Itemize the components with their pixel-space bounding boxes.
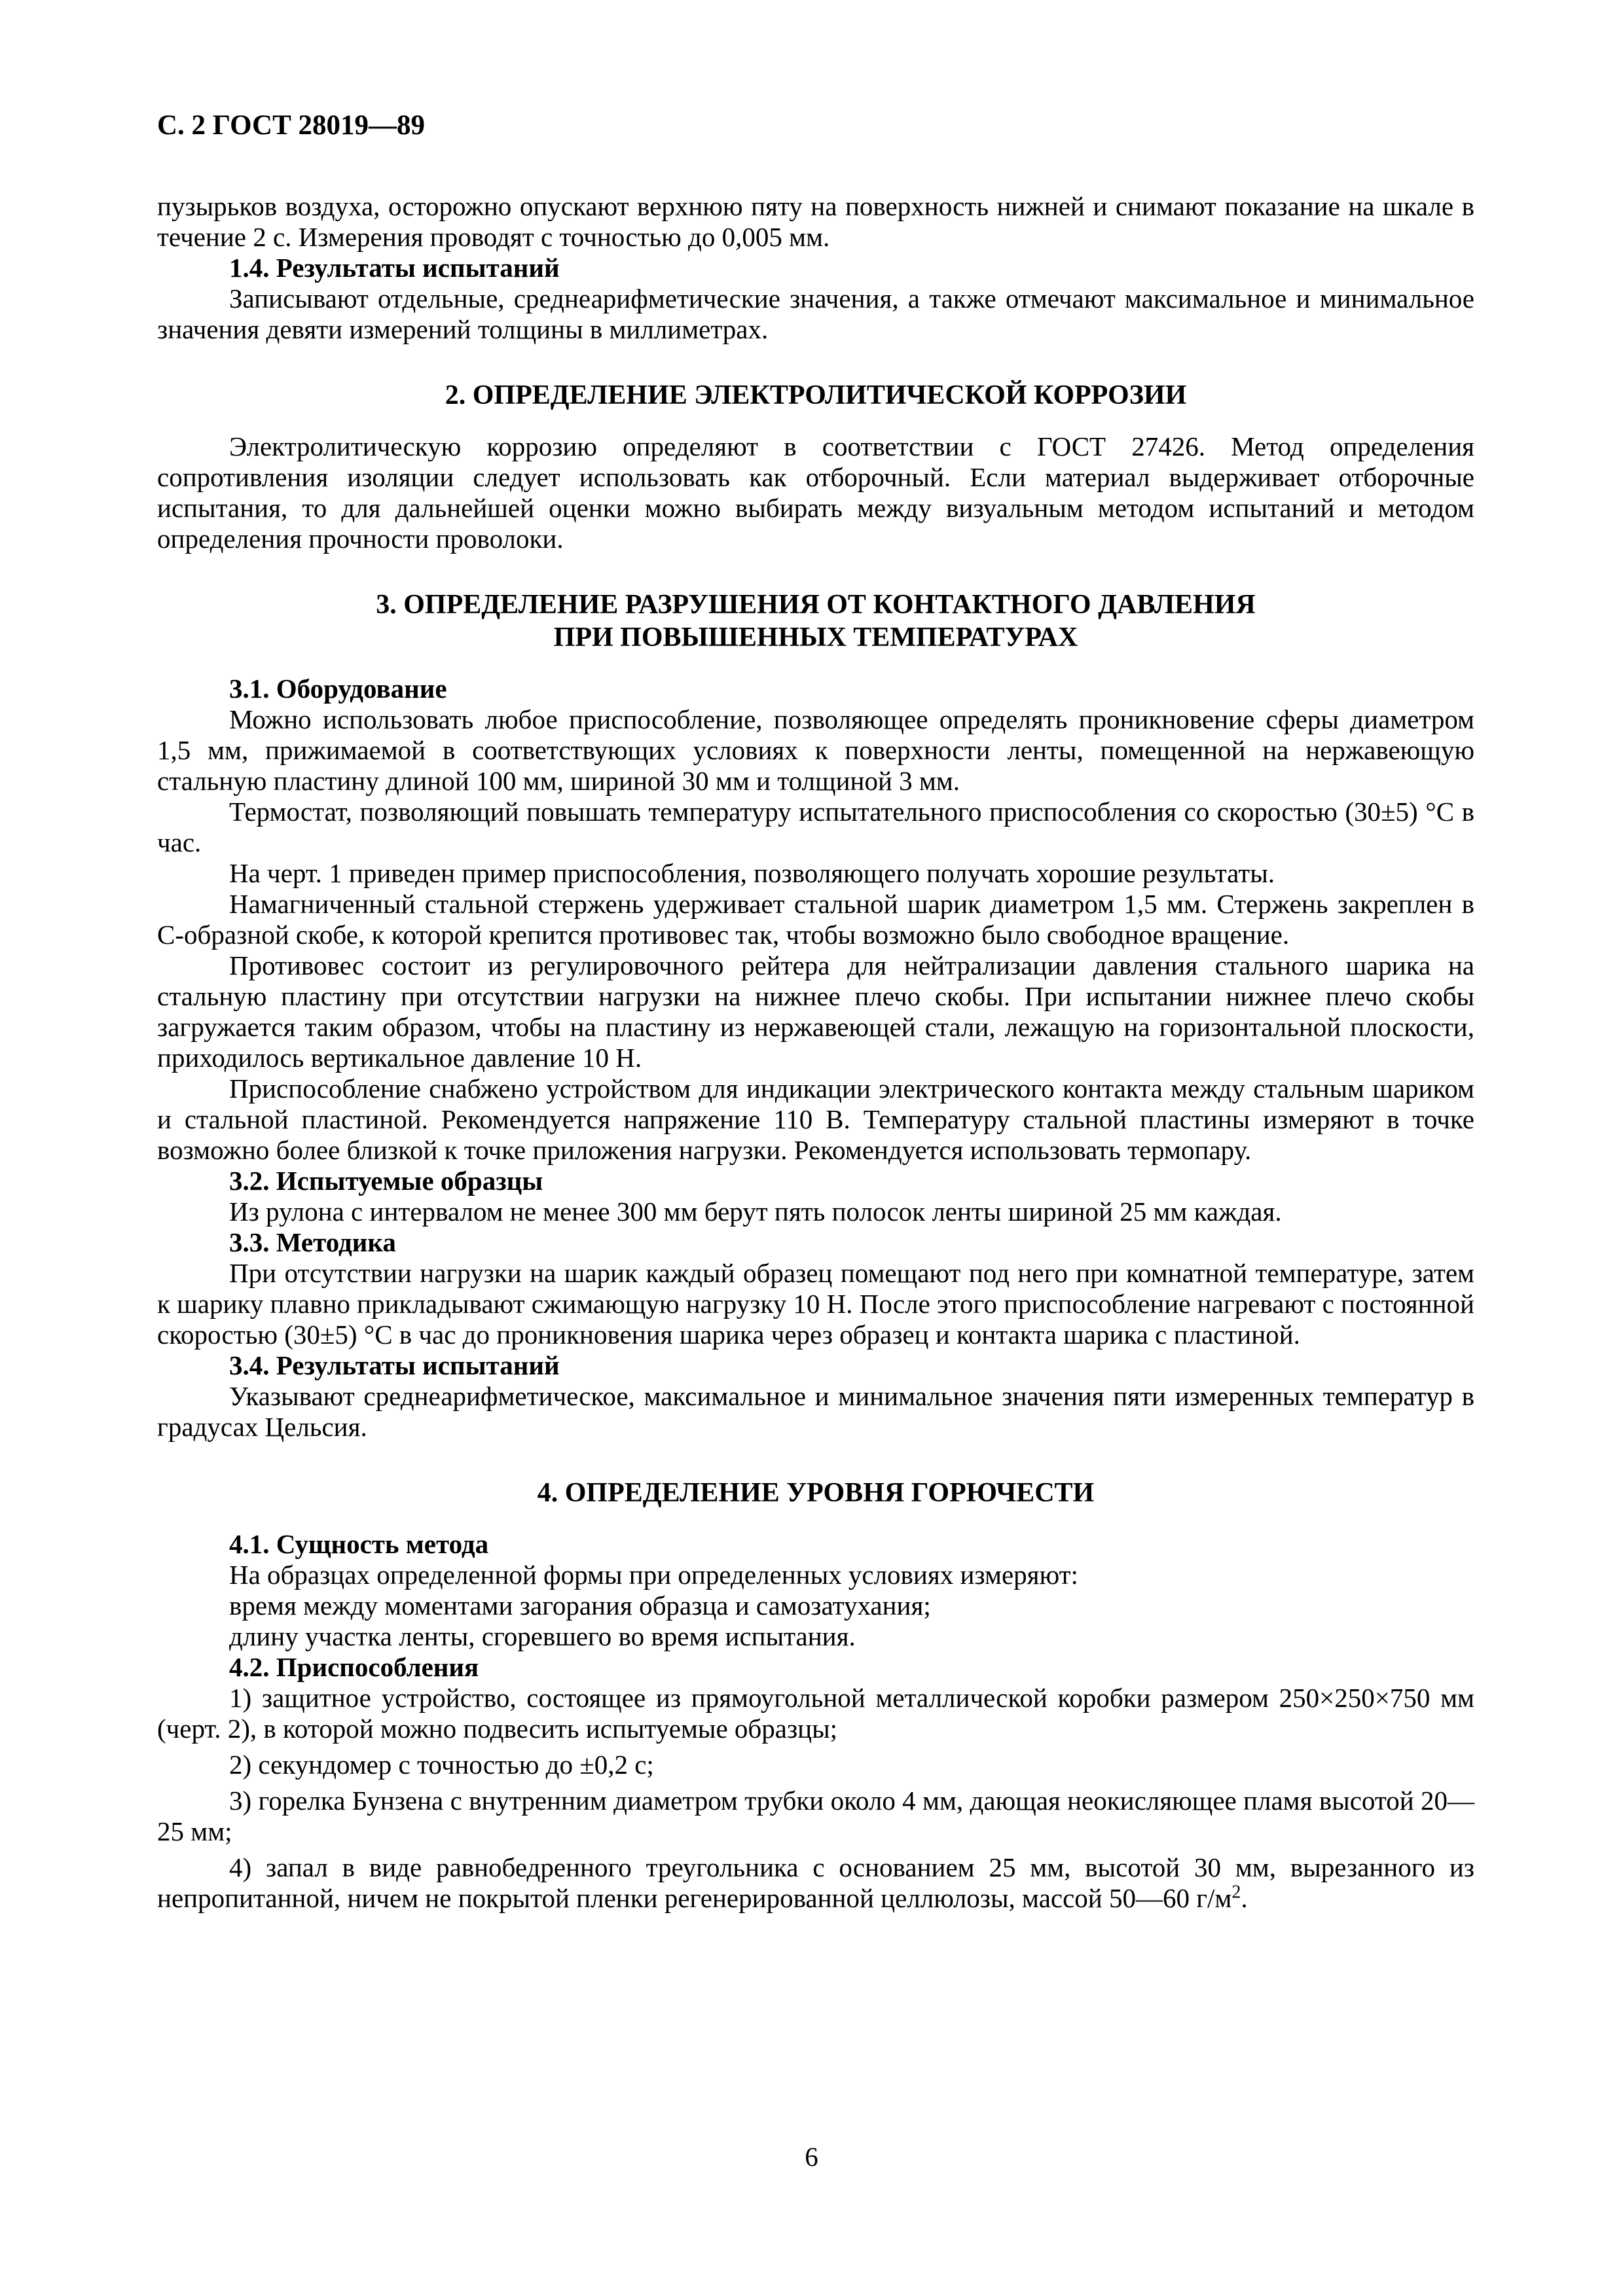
- paragraph-intro: пузырьков воздуха, осторожно опускают верхнюю пяту на поверхность нижней и снимают показание на шкале в течение 2 с. Измерения проводят с точностью до 0,005 мм.: [157, 191, 1474, 252]
- list-item-4-2-2: 2) секундомер с точностью до ±0,2 с;: [229, 1749, 654, 1780]
- paragraph-4-1-c: длину участка ленты, сгоревшего во время испытания.: [229, 1621, 856, 1651]
- list-item-4-2-4: [157, 1852, 1474, 1914]
- subsection-3-4-heading: 3.4. Результаты испытаний: [229, 1350, 560, 1380]
- list-item-4-2-1: 1) защитное устройство, состоящее из прямоугольной металлической коробки размером 250×250×750 мм (черт. 2), в которой можно подвесить испытуемые образцы;: [157, 1683, 1474, 1744]
- paragraph-3-1-f: Приспособление снабжено устройством для индикации электрического контакта между стальным шариком и стальной пластиной. Рекомендуется напряжение 110 В. Температуру стальной пластины измеряют в точке возможно более близкой к точке приложения нагрузки. Рекомендуется использовать термопару.: [157, 1073, 1474, 1165]
- section-3-heading: [157, 588, 1474, 654]
- paragraph-1-4: Записывают отдельные, среднеарифметические значения, а также отмечают максимальное и минимальное значения девяти измерений толщины в миллиметрах.: [157, 283, 1474, 344]
- section-3-heading-line1: 3. ОПРЕДЕЛЕНИЕ РАЗРУШЕНИЯ ОТ КОНТАКТНОГО ДАВЛЕНИЯ: [376, 590, 1256, 620]
- page-header: С. 2 ГОСТ 28019—89: [157, 110, 426, 141]
- paragraph-3-4: Указывают среднеарифметическое, максимальное и минимальное значения пяти измеренных температур в градусах Цельсия.: [157, 1381, 1474, 1442]
- subsection-3-2-heading: 3.2. Испытуемые образцы: [229, 1166, 543, 1196]
- paragraph-3-3: При отсутствии нагрузки на шарик каждый образец помещают под него при комнатной температуре, затем к шарику плавно прикладывают сжимающую нагрузку 10 Н. После этого приспособление нагревают с постоянной скоростью (30±5) °С в час до проникновения шарика через образец и контакта шарика с пластиной.: [157, 1258, 1474, 1350]
- paragraph-2: Электролитическую коррозию определяют в соответствии с ГОСТ 27426. Метод определения сопротивления изоляции следует использовать как отборочный. Если материал выдерживает отборочные испытания, то для дальнейшей оценки можно выбирать между визуальным методом испытаний и методом определения прочности проволоки.: [157, 431, 1474, 554]
- subsection-4-1-heading: 4.1. Сущность метода: [229, 1529, 489, 1559]
- section-2-heading: 2. ОПРЕДЕЛЕНИЕ ЭЛЕКТРОЛИТИЧЕСКОЙ КОРРОЗИИ: [445, 380, 1187, 410]
- paragraph-3-2: Из рулона с интервалом не менее 300 мм берут пять полосок ленты шириной 25 мм каждая.: [229, 1196, 1282, 1227]
- subsection-4-2-heading: 4.2. Приспособления: [229, 1652, 479, 1682]
- paragraph-3-1-a: Можно использовать любое приспособление, позволяющее определять проникновение сферы диаметром 1,5 мм, прижимаемой в соответствующих условиях к поверхности ленты, помещенной на нержавеющую стальную пластину длиной 100 мм, шириной 30 мм и толщиной 3 мм.: [157, 704, 1474, 796]
- paragraph-3-1-d: Намагниченный стальной стержень удерживает стальной шарик диаметром 1,5 мм. Стержень закреплен в С-образной скобе, к которой крепится противовес так, чтобы возможно было свободное вращение.: [157, 889, 1474, 950]
- page-number: 6: [805, 2142, 818, 2172]
- paragraph-4-1-b: время между моментами загорания образца и самозатухания;: [229, 1590, 931, 1621]
- paragraph-3-1-b: Термостат, позволяющий повышать температуру испытательного приспособления со скоростью (30±5) °С в час.: [157, 797, 1474, 857]
- list-item-4-2-3: 3) горелка Бунзена с внутренним диаметром трубки около 4 мм, дающая неокисляющее пламя высотой 20—25 мм;: [157, 1785, 1474, 1846]
- list-item-4-2-4-end: .: [1241, 1883, 1248, 1913]
- paragraph-3-1-e: Противовес состоит из регулировочного рейтера для нейтрализации давления стального шарика на стальную пластину при отсутствии нагрузки на нижнее плечо скобы. При испытании нижнее плечо скобы загружается таким образом, чтобы на пластину из нержавеющей стали, лежащую на горизонтальной плоскости, приходилось вертикальное давление 10 Н.: [157, 950, 1474, 1073]
- subsection-3-1-heading: 3.1. Оборудование: [229, 673, 447, 704]
- superscript: 2: [1231, 1882, 1241, 1903]
- subsection-1-4-heading: 1.4. Результаты испытаний: [229, 253, 560, 283]
- list-item-4-2-4-text: 4) запал в виде равнобедренного треугольника с основанием 25 мм, высотой 30 мм, вырезанного из непропитанной, ничем не покрытой пленки регенерированной целлюлозы, массой 50—60 г/м: [157, 1852, 1474, 1913]
- section-4-heading: 4. ОПРЕДЕЛЕНИЕ УРОВНЯ ГОРЮЧЕСТИ: [537, 1478, 1095, 1508]
- paragraph-3-1-c: На черт. 1 приведен пример приспособления, позволяющего получать хорошие результаты.: [229, 858, 1275, 888]
- subsection-3-3-heading: 3.3. Методика: [229, 1227, 396, 1257]
- page-content: [157, 191, 1474, 1914]
- paragraph-4-1-a: На образцах определенной формы при определенных условиях измеряют:: [229, 1560, 1078, 1590]
- section-3-heading-line2: ПРИ ПОВЫШЕННЫХ ТЕМПЕРАТУРАХ: [553, 622, 1078, 653]
